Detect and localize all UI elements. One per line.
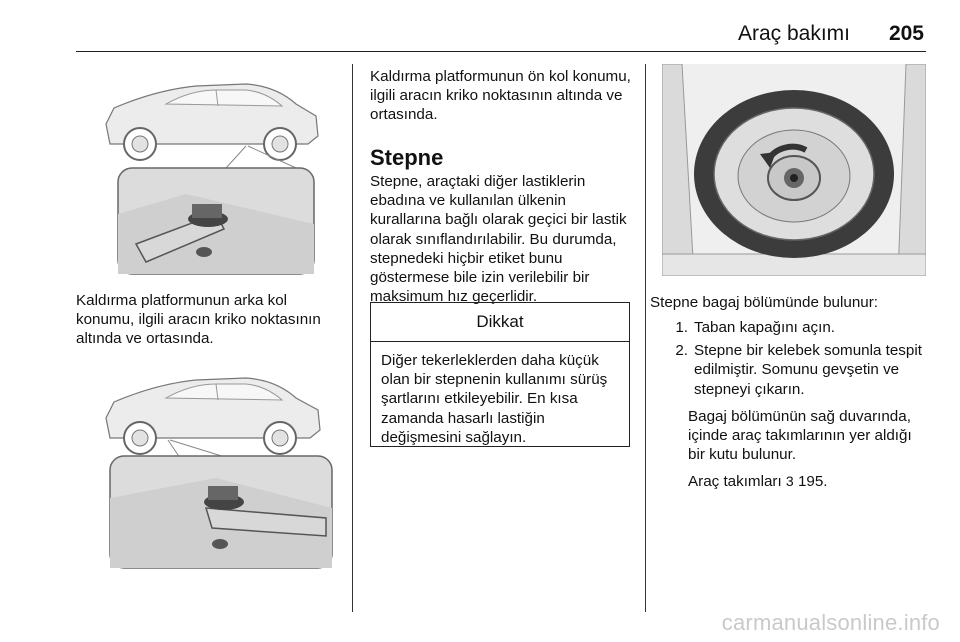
instruction-steps [650,318,932,492]
spare-wheel-description: Stepne, araçtaki diğer lastiklerin ebadına ve kullanılan ülkenin kurallarına bağlı olarak geçici bir lastik olarak sınıflandırılabilir. Bu durumda, stepnedeki hiçbir etiket bunu göstermese bile izin verilebilir bir maksimum hız geçerlidir. [370,173,627,306]
figure-front-lift-point [96,358,336,570]
column-divider-right [645,64,646,612]
tool-box-note: Bagaj bölümünün sağ duvarında, içinde araç takımlarının yer aldığı bir kutu bulunur. [688,407,912,464]
page-number: 205 [888,22,924,45]
tools-label: Araç takımları [688,473,782,491]
step-text: Taban kapağını açın. [694,319,836,336]
caution-notice [370,302,630,447]
column-divider-left [352,64,353,612]
step-number: 2. [675,342,688,360]
step-text: Stepne bir kelebek somunla tespit edilmiştir. Somunu gevşetin ve stepneyi çıkarın. [694,342,922,398]
caption-rear-lift-point: Kaldırma platformunun arka kol konumu, ilgili aracın kriko noktasının altında ve ortasında. [76,292,321,348]
step-2 [650,341,932,399]
figure-spare-wheel-boot [662,64,926,276]
header-rule [76,51,926,52]
page-header-title: Araç bakımı [737,22,850,45]
section-title-spare-wheel: Stepne [370,145,444,170]
front-lift-illustration [96,358,336,570]
caution-text: Diğer tekerleklerden daha küçük olan bir stepnenin kullanımı sürüş şartlarını etkileyebilir. En kısa zamanda hasarlı lastiğin değişmesini sağlayın. [381,352,608,446]
rear-lift-illustration [96,64,328,276]
spare-wheel-illustration [662,64,926,276]
step-number: 1. [675,319,688,336]
figure-rear-lift-point [96,64,328,276]
step-1 [650,318,932,337]
caution-heading: Dikkat [371,303,629,342]
page-reference-icon: 3 [785,473,794,490]
caption-front-lift-point: Kaldırma platformunun ön kol konumu, ilgili aracın kriko noktasının altında ve ortasında. [370,68,631,124]
tools-cross-reference [688,472,932,491]
watermark: carmanualsonline.info [721,610,940,635]
spare-wheel-location: Stepne bagaj bölümünde bulunur: [650,294,878,311]
tools-page-reference[interactable]: 195. [797,473,828,491]
